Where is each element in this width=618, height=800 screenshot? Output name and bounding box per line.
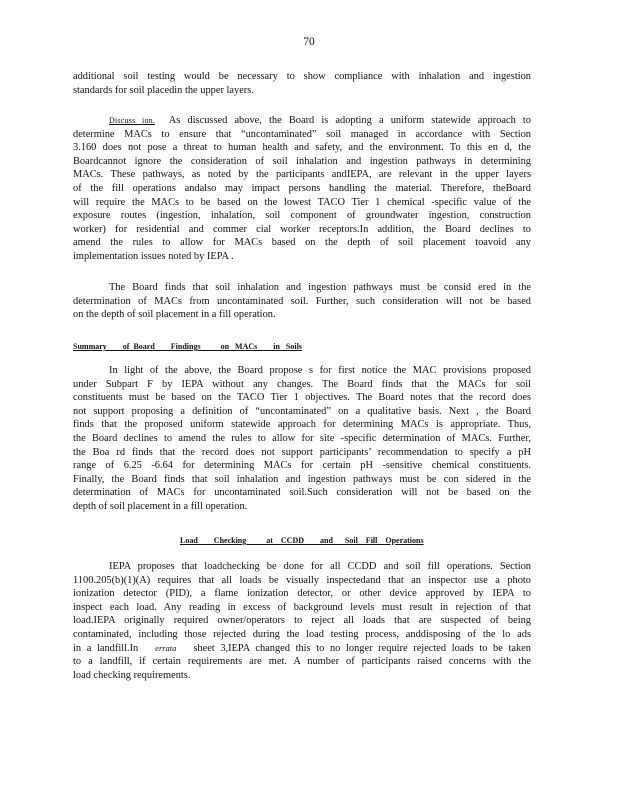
text-line: 1100.205(b)(1)(A) requires that all loads be visually inspectedand that an inspector use a photo — [73, 574, 531, 586]
text-line — [73, 114, 531, 128]
text-line: standards for soil placedin the upper layers. — [73, 84, 254, 96]
paragraph-board-finds — [73, 281, 531, 322]
text-line: In light of the above, the Board propose s for first notice the MAC provisions proposed — [109, 365, 531, 376]
text-line: inspect each load. Any reading in excess of background levels must result in rejection of that — [73, 601, 531, 613]
section-heading-load-checking: Load Checking at CCDD and Soil Fill Operations — [180, 536, 424, 545]
text-line: determine MACs to ensure that “uncontaminated” soil managed in accordance with Section — [73, 128, 531, 140]
text-line: not support proposing a definition of “uncontaminated” on a qualitative basis. Next , the Board — [73, 405, 531, 417]
text-line: 3.160 does not pose a threat to human health and safety, and the environment. To this en d, the — [73, 142, 531, 154]
text-line: to a landfill, if certain requirements are met. A number of participants raised concerns with the — [73, 656, 531, 668]
discussion-heading: Discuss ion. — [109, 116, 156, 125]
text-segment: in a landfill.In — [73, 642, 139, 654]
paragraph-load-checking — [73, 560, 531, 682]
text-line: constituents must be based on the TACO Tier 1 objectives. The Board notes that the record does — [73, 392, 531, 404]
text-line: Boardcannot ignore the consideration of soil inhalation and ingestion pathways in determining — [73, 155, 531, 167]
text-line: exposure routes (ingestion, inhalation, soil component of groundwater ingestion, construction — [73, 210, 531, 222]
text-line: will require the MACs to be based on the lowest TACO Tier 1 chemical -specific value of the — [73, 196, 531, 208]
text-line: additional soil testing would be necessary to show compliance with inhalation and ingestion — [73, 71, 531, 82]
text-line: of the fill operations andalso may impact persons handling the material. Therefore, theBoard — [73, 182, 531, 194]
section-heading-load-wrap — [180, 534, 424, 546]
text-line: Finally, the Board finds that soil inhalation and ingestion pathways must be con sidered in the — [73, 473, 531, 485]
text-line: load.IEPA originally required owner/operators to reject all loads that are suspected of being — [73, 615, 531, 627]
page-number: 70 — [303, 36, 315, 48]
paragraph-summary — [73, 364, 531, 514]
text-line: determination of MACs from uncontaminated soil. Further, such consideration will not be based — [73, 295, 531, 307]
text-line: implementation issues noted by IEPA . — [73, 250, 234, 262]
text-line: worker) for residential and commer cial worker receptors.In addition, the Board declines to — [73, 223, 531, 235]
text-line: under Subpart F by IEPA without any changes. The Board finds that the MACs for soil — [73, 378, 531, 390]
text-line: contaminated, including those rejected during the load testing process, anddisposing of the lo ads — [73, 628, 531, 640]
text-line: on the depth of soil placement in a fill operation. — [73, 309, 276, 321]
text-line: ionization detector (PID), a flame ionization detector, or other device approved by IEPA to — [73, 588, 531, 600]
text-line: load checking requirements. — [73, 669, 191, 681]
section-heading-summary: Summary of Board Findings on MACs in Soils — [73, 342, 302, 351]
text-line: amend the rules to allow for MACs based on the depth of soil placement toavoid any — [73, 237, 531, 249]
paragraph-continuation — [73, 70, 531, 97]
text-line: The Board finds that soil inhalation and ingestion pathways must be consid ered in the — [109, 282, 531, 293]
text-line: depth of soil placement in a fill operation. — [73, 500, 248, 512]
text-line: the Board declines to amend the rules to allow for site -specific determination of MACs. Further, — [73, 432, 531, 444]
text-line: the Boa rd finds that the record does not support participants’ recommendation to specify a pH — [73, 446, 531, 458]
text-line: range of 6.25 -6.64 for determining MACs for certain pH -sensitive chemical constituents. — [73, 460, 531, 472]
paragraph-discussion — [73, 114, 531, 264]
text-segment: sheet 3,IEPA changed this to no longer require rejected loads to be taken — [193, 642, 531, 654]
text-line — [73, 642, 531, 656]
text-line: finds that the proposed uniform statewide approach for determining MACs is appropriate. Thus, — [73, 419, 531, 431]
errata-word: errata — [155, 642, 177, 653]
text-line: determination of MACs for uncontaminated soil.Such consideration will not be based on the — [73, 487, 531, 499]
text-line: MACs. These pathways, as noted by the participants andIEPA, are relevant in the upper layers — [73, 169, 531, 181]
section-heading-summary-wrap — [73, 340, 531, 352]
text-line: IEPA proposes that loadchecking be done for all CCDD and soil fill operations. Section — [109, 561, 531, 572]
text-segment: As discussed above, the Board is adopting a uniform statewide approach to — [168, 115, 531, 126]
